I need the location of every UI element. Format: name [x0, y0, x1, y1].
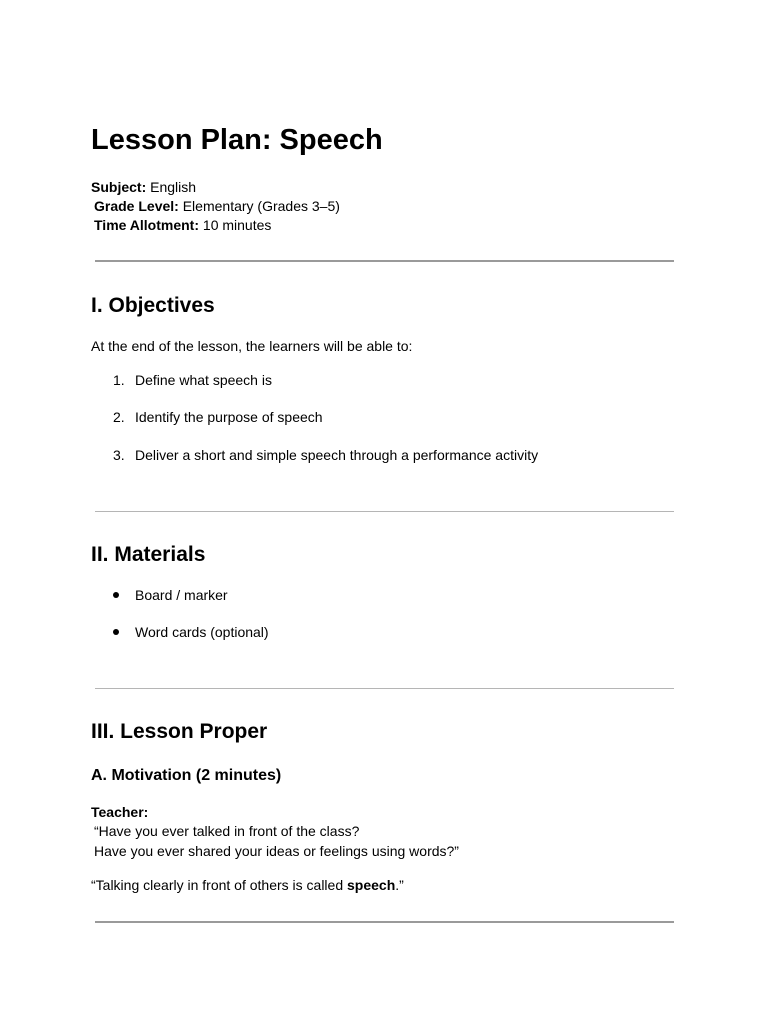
bullet-icon [113, 629, 119, 635]
objective-text: Define what speech is [135, 372, 272, 388]
teacher-label: Teacher: [91, 804, 149, 820]
bullet-icon [113, 592, 119, 598]
time-allotment-line [94, 216, 271, 234]
objective-text: Deliver a short and simple speech through a performance activity [135, 447, 539, 463]
materials-heading: II. Materials [91, 543, 206, 566]
document-title: Lesson Plan: Speech [91, 124, 383, 156]
list-number: 2. [113, 409, 125, 425]
time-allotment-label: Time Allotment: [94, 217, 200, 233]
grade-level-line [94, 197, 340, 215]
teacher-quote-line: Have you ever shared your ideas or feelings using words?” [94, 843, 459, 859]
material-text: Word cards (optional) [135, 624, 269, 640]
subject-label: Subject: [91, 179, 147, 195]
divider [95, 511, 674, 512]
subject-line [91, 178, 196, 196]
lesson-proper-heading: III. Lesson Proper [91, 720, 268, 743]
material-item [113, 623, 269, 641]
list-number: 3. [113, 447, 125, 463]
material-text: Board / marker [135, 587, 228, 603]
objectives-heading: I. Objectives [91, 294, 215, 317]
speech-definition [91, 876, 404, 894]
divider [95, 921, 674, 923]
motivation-heading: A. Motivation (2 minutes) [91, 767, 282, 784]
subject-value: English [150, 179, 197, 195]
grade-level-value: Elementary (Grades 3–5) [182, 198, 340, 214]
objective-item [113, 408, 323, 426]
teacher-quote-line: “Have you ever talked in front of the class? [94, 823, 360, 839]
objectives-intro: At the end of the lesson, the learners will be able to: [91, 338, 413, 354]
grade-level-label: Grade Level: [94, 198, 179, 214]
speech-term: speech [347, 877, 396, 893]
divider [95, 260, 674, 262]
material-item [113, 586, 228, 604]
objective-item [113, 446, 538, 464]
speech-definition-suffix: .” [395, 877, 404, 893]
list-number: 1. [113, 372, 125, 388]
time-allotment-value: 10 minutes [202, 217, 272, 233]
objective-text: Identify the purpose of speech [135, 409, 323, 425]
objective-item [113, 371, 272, 389]
speech-definition-prefix: “Talking clearly in front of others is called [91, 877, 347, 893]
divider [95, 688, 674, 689]
